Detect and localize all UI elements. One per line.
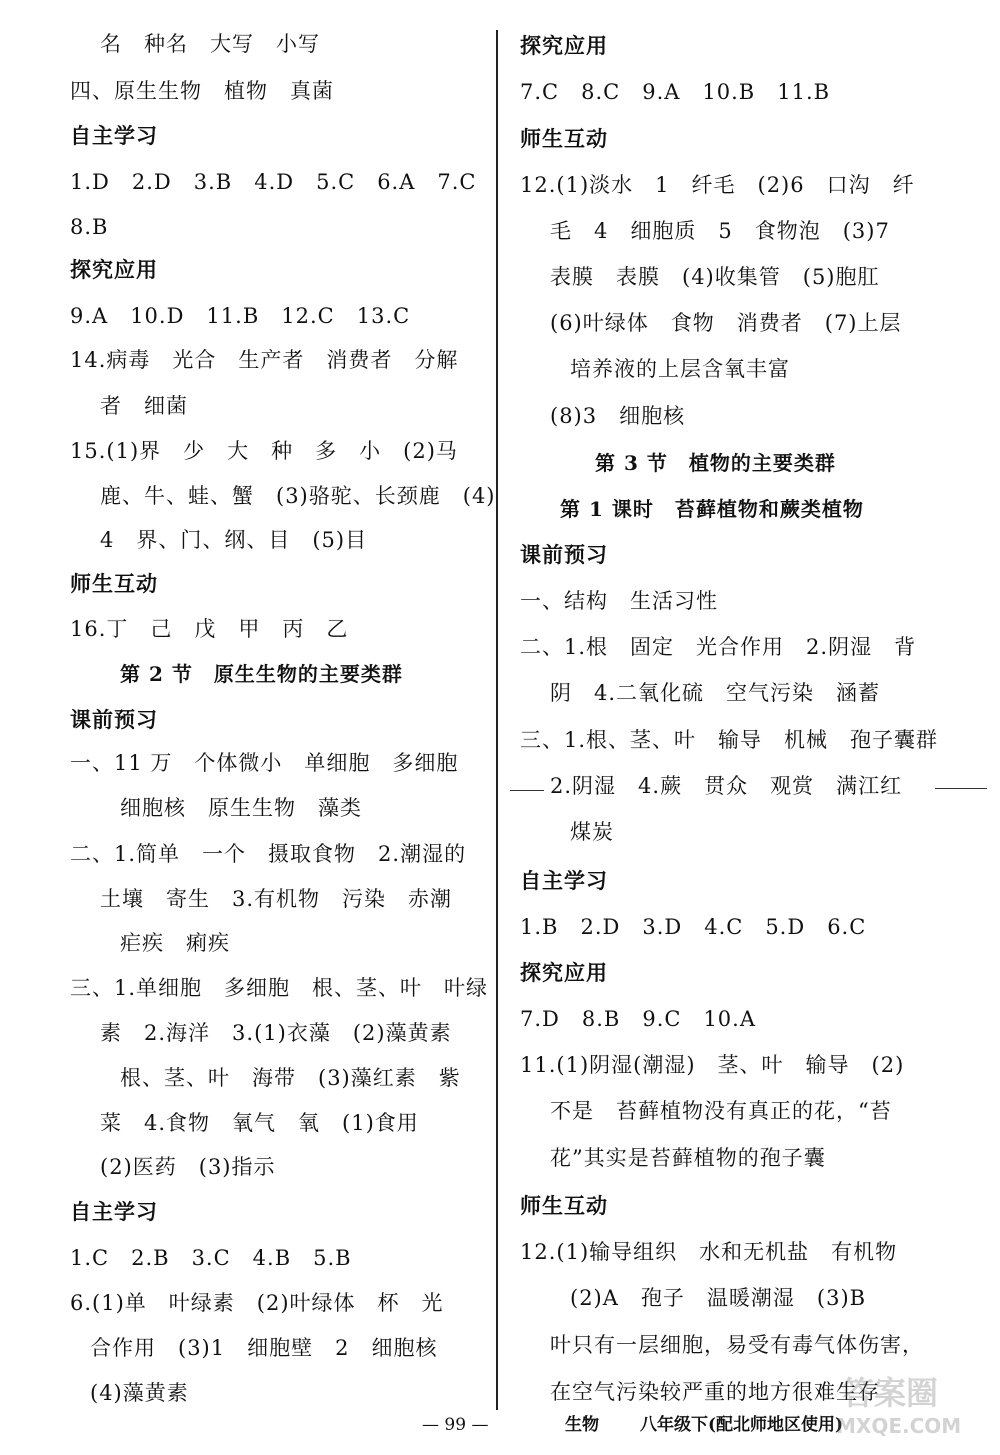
text-line: 二、1.根 固定 光合作用 2.阴湿 背 — [520, 635, 917, 659]
column-divider — [496, 30, 498, 1410]
text-line: 14.病毒 光合 生产者 消费者 分解 — [70, 348, 459, 372]
lesson-title: 第 3 节 植物的主要类群 — [595, 451, 836, 475]
text-line: 鹿、牛、蛙、蟹 (3)骆驼、长颈鹿 (4) — [100, 484, 496, 508]
text-line: (2)医药 (3)指示 — [100, 1155, 276, 1179]
section-heading: 探究应用 — [520, 960, 608, 985]
text-line: 叶只有一层细胞，易受有毒气体伤害， — [550, 1333, 924, 1357]
text-line: 四、原生生物 植物 真菌 — [70, 79, 334, 103]
section-heading: 探究应用 — [70, 257, 158, 282]
text-line: 12.(1)输导组织 水和无机盐 有机物 — [520, 1240, 898, 1264]
text-line: 菜 4.食物 氧气 氧 (1)食用 — [100, 1111, 419, 1135]
text-line: 8.B — [70, 215, 109, 239]
watermark-top: 答案圈 — [842, 1374, 939, 1412]
text-line: 11.(1)阴湿(潮湿) 茎、叶 输导 (2) — [520, 1053, 905, 1077]
text-line: (6)叶绿体 食物 消费者 (7)上层 — [550, 311, 902, 335]
text-line: 15.(1)界 少 大 种 多 小 (2)马 — [70, 439, 458, 463]
text-line: 煤炭 — [570, 820, 614, 844]
lesson-title: 第 2 节 原生生物的主要类群 — [120, 662, 403, 686]
text-line: 7.C 8.C 9.A 10.B 11.B — [520, 80, 831, 104]
page-number: — 99 — — [422, 1415, 489, 1435]
text-line: (4)藻黄素 — [90, 1381, 189, 1405]
section-heading: 探究应用 — [520, 33, 608, 58]
text-line: 根、茎、叶 海带 (3)藻红素 紫 — [120, 1066, 461, 1090]
text-line: 合作用 (3)1 细胞壁 2 细胞核 — [90, 1336, 438, 1360]
text-line: 名 种名 大写 小写 — [100, 32, 320, 56]
text-line: 三、1.单细胞 多细胞 根、茎、叶 叶绿 — [70, 976, 489, 1000]
section-heading: 自主学习 — [70, 1199, 158, 1224]
scan-line — [935, 788, 987, 789]
text-line: (8)3 细胞核 — [550, 404, 686, 428]
text-line: 1.D 2.D 3.B 4.D 5.C 6.A 7.C — [70, 170, 477, 194]
section-heading: 师生互动 — [70, 571, 158, 596]
scan-line — [510, 790, 544, 791]
text-line: 素 2.海洋 3.(1)衣藻 (2)藻黄素 — [100, 1021, 452, 1045]
section-heading: 自主学习 — [70, 123, 158, 148]
text-line: 花”其实是苔藓植物的孢子囊 — [550, 1146, 826, 1170]
text-line: 表膜 表膜 (4)收集管 (5)胞肛 — [550, 265, 880, 289]
watermark-logo — [834, 1368, 982, 1442]
text-line: 三、1.根、茎、叶 输导 机械 孢子囊群 — [520, 728, 939, 752]
text-line: 2.阴湿 4.蕨 贯众 观赏 满江红 — [550, 774, 903, 798]
section-heading: 师生互动 — [520, 126, 608, 151]
text-line: 12.(1)淡水 1 纤毛 (2)6 口沟 纤 — [520, 173, 915, 197]
text-line: 者 细菌 — [100, 394, 188, 418]
text-line: 二、1.简单 一个 摄取食物 2.潮湿的 — [70, 842, 467, 866]
text-line: 土壤 寄生 3.有机物 污染 赤潮 — [100, 887, 453, 911]
text-line: 不是 苔藓植物没有真正的花，“苔 — [550, 1099, 892, 1123]
footer-subject: 生物 — [565, 1415, 599, 1435]
text-line: 在空气污染较严重的地方很难生存 — [550, 1380, 880, 1404]
section-heading: 自主学习 — [520, 868, 608, 893]
section-heading: 师生互动 — [520, 1193, 608, 1218]
text-line: 疟疾 痢疾 — [120, 931, 230, 955]
text-line: 9.A 10.D 11.B 12.C 13.C — [70, 304, 411, 328]
section-heading: 课前预习 — [70, 707, 158, 732]
text-line: 一、11 万 个体微小 单细胞 多细胞 — [70, 751, 459, 775]
text-line: 阴 4.二氧化硫 空气污染 涵蓄 — [550, 681, 881, 705]
footer-grade: 八年级下(配北师地区使用) — [640, 1415, 844, 1435]
text-line: 一、结构 生活习性 — [520, 589, 718, 613]
text-line: 1.C 2.B 3.C 4.B 5.B — [70, 1246, 352, 1270]
text-line: 16.丁 己 戊 甲 丙 乙 — [70, 617, 349, 641]
text-line: 培养液的上层含氧丰富 — [570, 357, 790, 381]
text-line: 7.D 8.B 9.C 10.A — [520, 1007, 757, 1031]
text-line: 1.B 2.D 3.D 4.C 5.D 6.C — [520, 915, 867, 939]
text-line: 4 界、门、纲、目 (5)目 — [100, 528, 368, 552]
text-line: 细胞核 原生生物 藻类 — [120, 796, 362, 820]
section-heading: 课前预习 — [520, 542, 608, 567]
text-line: 6.(1)单 叶绿素 (2)叶绿体 杯 光 — [70, 1291, 444, 1315]
watermark-bottom: MXQE.COM — [836, 1414, 962, 1438]
text-line: (2)A 孢子 温暖潮湿 (3)B — [570, 1286, 867, 1310]
text-line: 毛 4 细胞质 5 食物泡 (3)7 — [550, 219, 890, 243]
lesson-subtitle: 第 1 课时 苔藓植物和蕨类植物 — [560, 497, 864, 521]
